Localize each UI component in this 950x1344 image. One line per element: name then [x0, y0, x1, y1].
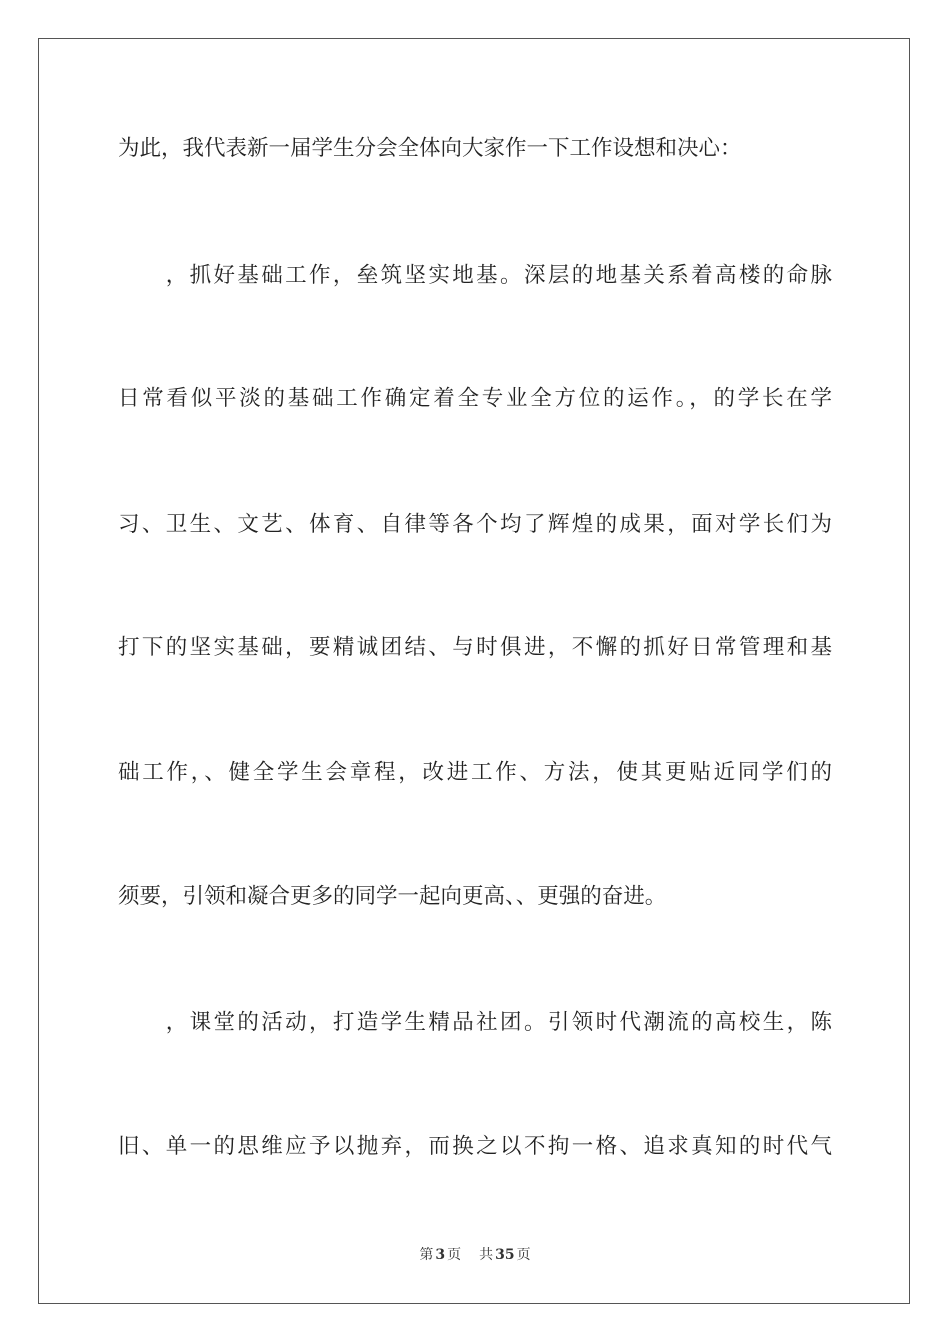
footer-prefix: 第	[419, 1247, 434, 1263]
text-line-2: ，抓好基础工作，垒筑坚实地基。深层的地基关系着高楼的命脉	[118, 263, 832, 288]
text-line-6: 础工作，、健全学生会章程，改进工作、方法，使其更贴近同学们的	[118, 760, 832, 785]
text-line-1: 为此，我代表新一届学生分会全体向大家作一下工作设想和决心：	[118, 136, 742, 161]
text-line-4: 习、卫生、文艺、体育、自律等各个均了辉煌的成果，面对学长们为	[118, 512, 832, 537]
footer-total-prefix: 共	[479, 1247, 494, 1263]
footer-total-unit: 页	[516, 1247, 531, 1263]
text-line-8: ，课堂的活动，打造学生精品社团。引领时代潮流的高校生，陈	[118, 1010, 832, 1035]
page-footer	[0, 1245, 950, 1265]
page-frame	[38, 38, 910, 1304]
text-line-9: 旧、单一的思维应予以抛弃，而换之以不拘一格、追求真知的时代气	[118, 1134, 832, 1159]
footer-page-number: 3	[435, 1247, 446, 1263]
text-line-3: 日常看似平淡的基础工作确定着全专业全方位的运作。，的学长在学	[118, 386, 832, 411]
text-line-5: 打下的坚实基础，要精诚团结、与时俱进，不懈的抓好日常管理和基	[118, 635, 832, 660]
text-line-7: 须要，引领和凝合更多的同学一起向更高、、更强的奋进。	[118, 884, 667, 909]
footer-total-pages: 35	[495, 1247, 515, 1263]
footer-page-unit: 页	[447, 1247, 462, 1263]
